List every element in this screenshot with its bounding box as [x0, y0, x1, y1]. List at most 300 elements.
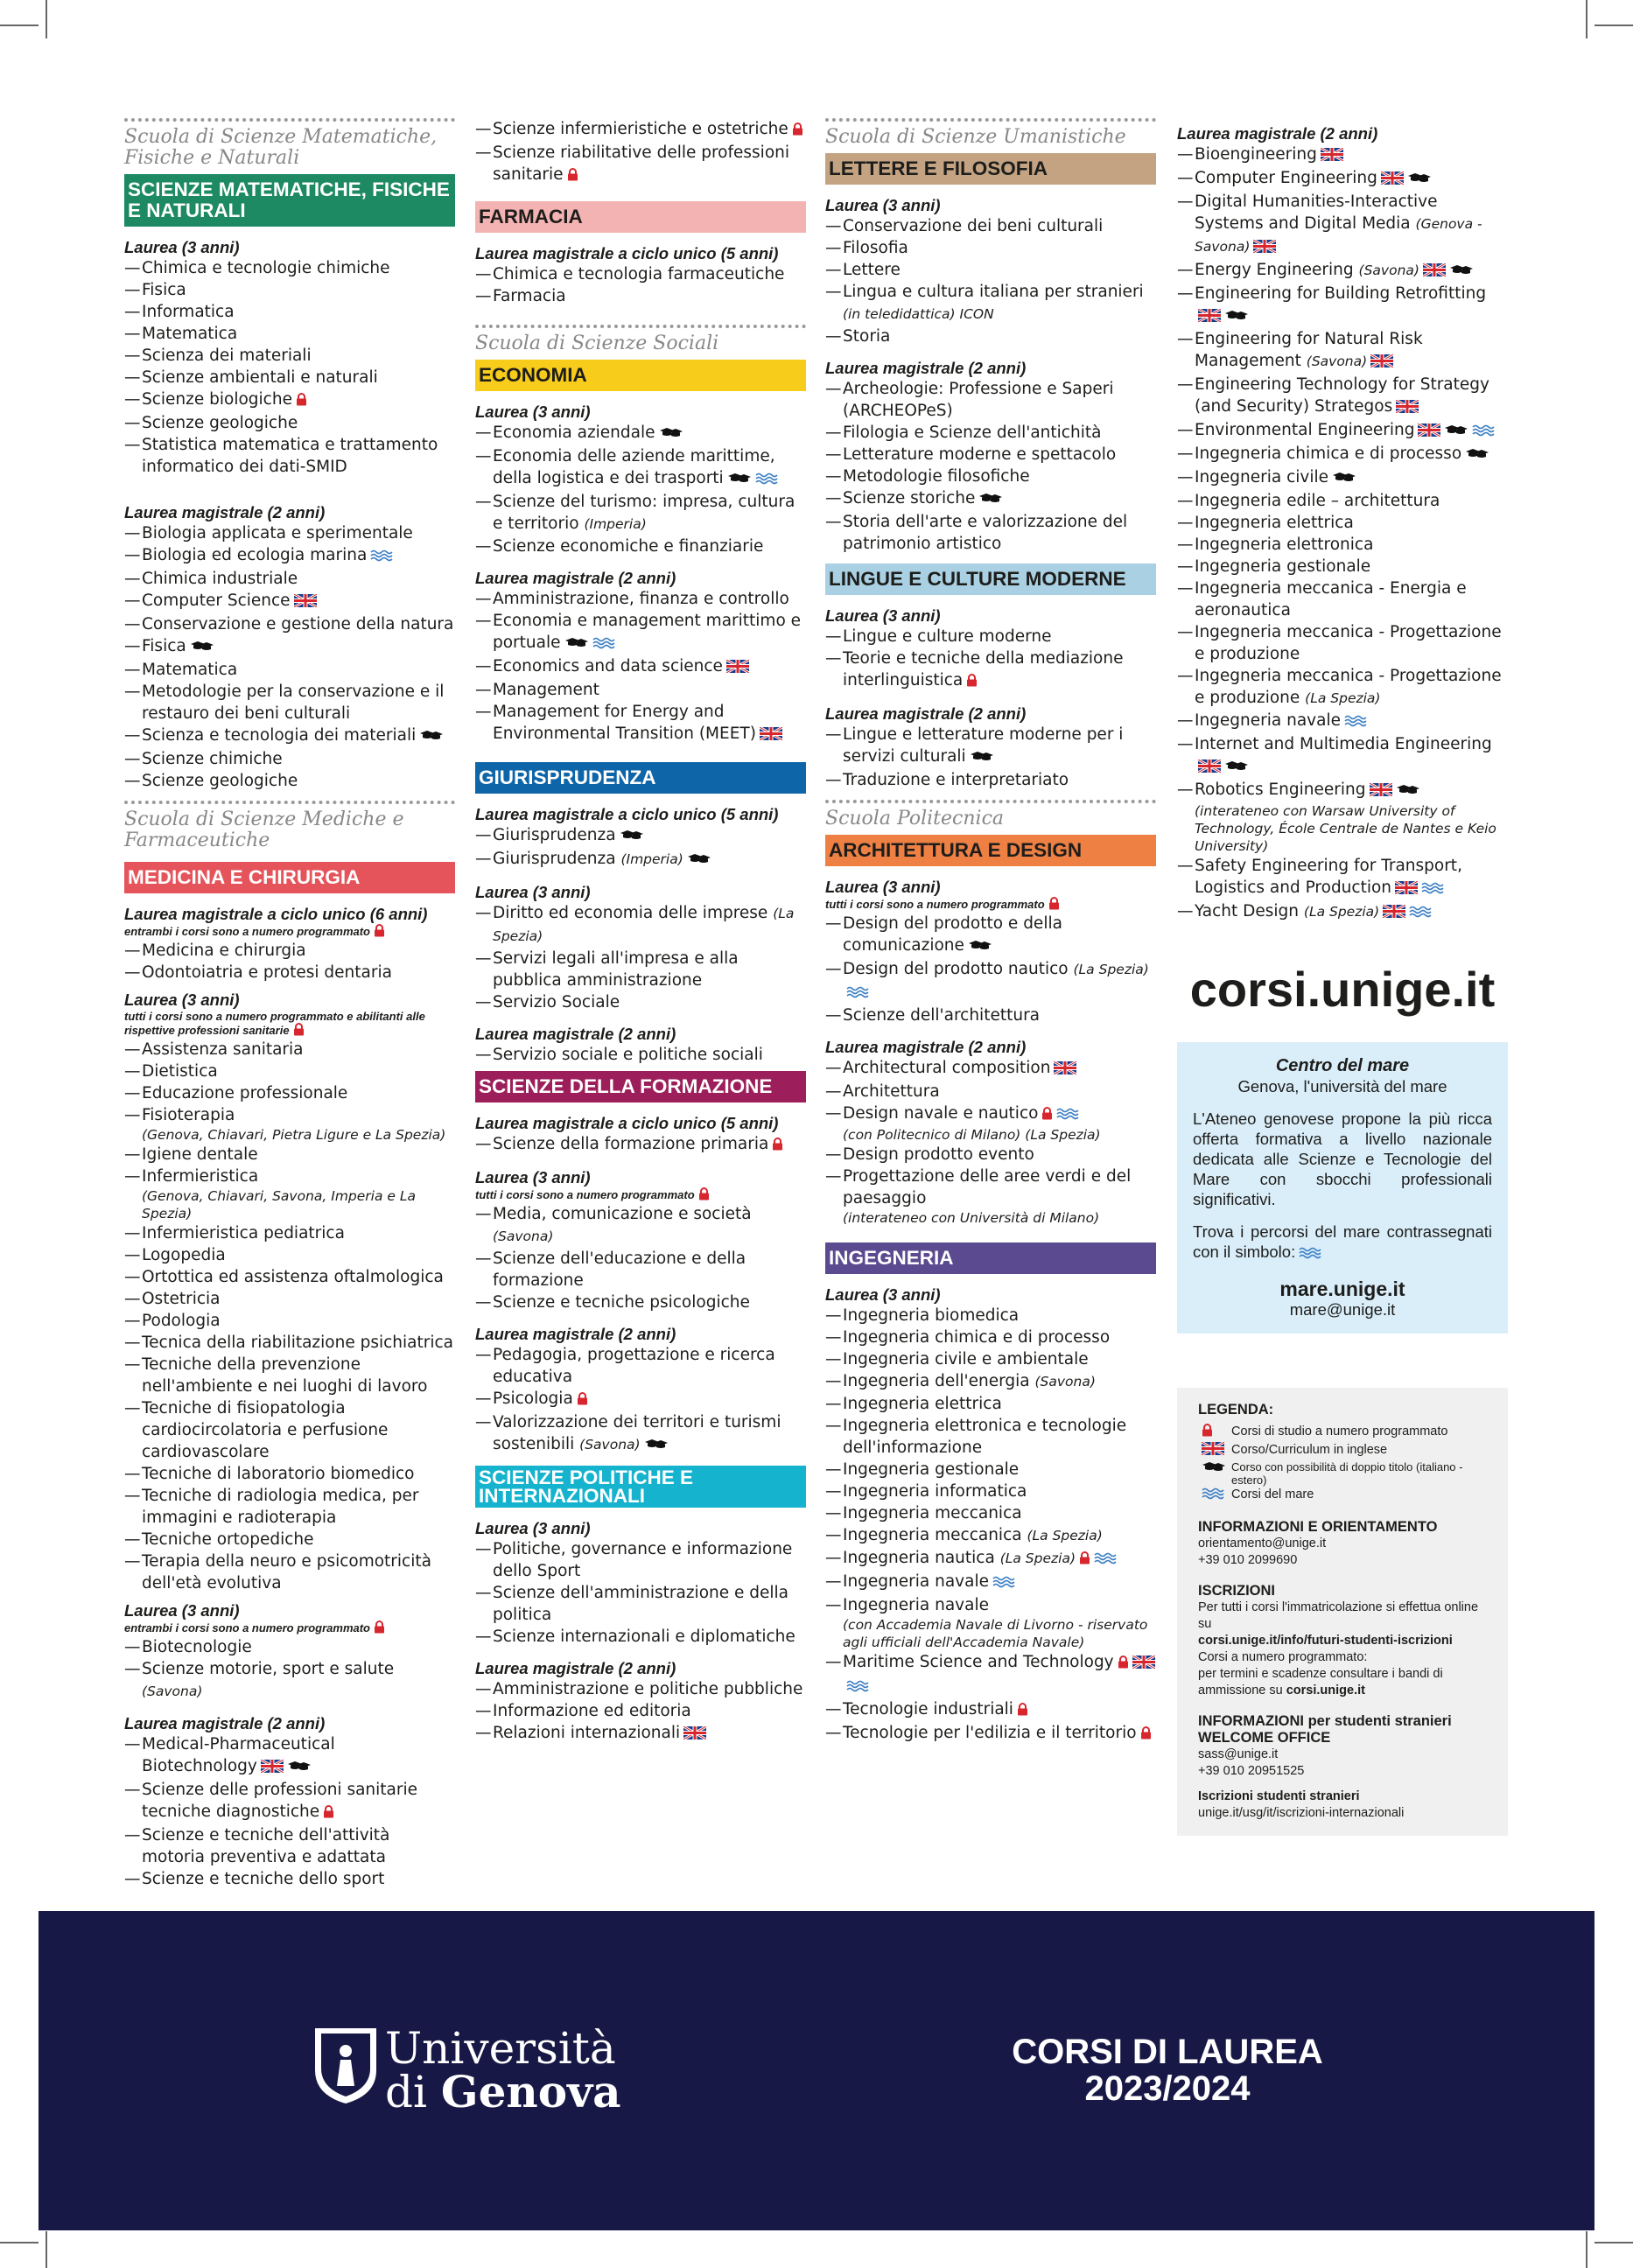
- course-item: — Tecnica della riabilitazione psichiatrica: [124, 1332, 455, 1354]
- course-item: — Traduzione e interpretariato: [825, 769, 1156, 791]
- degree-type: Laurea magistrale (2 anni): [475, 569, 676, 587]
- course-item: — Yacht Design (La Spezia): [1177, 900, 1508, 924]
- course-item: — Computer Engineering: [1177, 167, 1508, 191]
- degree-type: Laurea (3 anni): [825, 606, 941, 625]
- course-item: — Biotecnologie: [124, 1636, 455, 1658]
- course-item: — Educazione professionale: [124, 1082, 455, 1104]
- waves-icon: [1202, 1488, 1228, 1505]
- uk-flag-icon: [1253, 237, 1276, 259]
- course-item: — Terapia della neuro e psicomotricità dell'età evolutiva: [124, 1550, 455, 1594]
- course-item: — Ingegneria dell'energia (Savona): [825, 1370, 1156, 1393]
- degree-type: Laurea magistrale (2 anni): [825, 704, 1027, 723]
- mare-email[interactable]: mare@unige.it: [1289, 1300, 1396, 1319]
- brochure-title-line1: CORSI DI LAUREA: [1012, 2033, 1323, 2071]
- degree-type: Laurea magistrale (2 anni): [475, 1025, 676, 1043]
- uk-flag-icon: [1202, 1442, 1228, 1460]
- stranieri-email[interactable]: sass@unige.it: [1198, 1747, 1279, 1761]
- course-item: — Ingegneria gestionale: [825, 1459, 1156, 1480]
- course-item: — Servizio Sociale: [475, 991, 806, 1013]
- graduation-cap-icon: [1224, 306, 1249, 328]
- course-item: — Ingegneria elettrica: [825, 1393, 1156, 1415]
- dept-ingegneria: INGEGNERIA: [825, 1242, 1156, 1274]
- info-email[interactable]: orientamento@unige.it: [1198, 1536, 1327, 1550]
- dept-scienze-politiche: SCIENZE POLITICHE E INTERNAZIONALI: [475, 1466, 806, 1508]
- course-item: — Medicina e chirurgia: [124, 940, 455, 962]
- course-item: — Relazioni internazionali: [475, 1722, 806, 1746]
- course-item: — Ingegneria meccanica - Progettazione e produzione: [1177, 621, 1508, 665]
- course-item: — Ortottica ed assistenza oftalmologica: [124, 1266, 455, 1288]
- degree-type: Laurea magistrale a ciclo unico (5 anni): [475, 1114, 779, 1132]
- degree-note: tutti i corsi sono a numero programmato: [475, 1187, 806, 1203]
- course-location: (con Accademia Navale di Livorno - riservato agli ufficiali dell'Accademia Navale): [843, 1617, 1148, 1650]
- course-item: — Maritime Science and Technology: [825, 1651, 1156, 1698]
- iscrizioni-link[interactable]: corsi.unige.it: [1286, 1684, 1365, 1698]
- course-item: — Scienze ambientali e naturali: [124, 367, 455, 388]
- graduation-cap-icon: [1449, 261, 1474, 283]
- mare-title: Centro del mare: [1275, 1056, 1410, 1075]
- lock-icon: [1079, 1549, 1090, 1571]
- course-item: — Scienze e tecniche dello sport: [124, 1868, 455, 1890]
- degree-type: Laurea (3 anni): [124, 990, 240, 1009]
- uk-flag-icon: [760, 724, 782, 746]
- course-item: — Ingegneria meccanica - Energia e aeronautica: [1177, 578, 1508, 621]
- waves-icon: [1299, 1243, 1321, 1264]
- course-item: — Biologia ed ecologia marina: [124, 544, 455, 568]
- lock-icon: [374, 924, 385, 940]
- waves-icon: [846, 983, 869, 1004]
- course-list: [825, 913, 1156, 1026]
- course-item: — Storia: [825, 326, 1156, 347]
- mare-subtitle: Genova, l'università del mare: [1237, 1077, 1447, 1096]
- footer-banner: [39, 1911, 1594, 2230]
- university-name-line2: di Genova: [385, 2066, 621, 2118]
- degree-type: Laurea (3 anni): [124, 1601, 240, 1620]
- university-name-line1: Università: [385, 2023, 616, 2074]
- degree-note: tutti i corsi sono a numero programmato e abilitanti alle rispettive professioni sanitarie: [124, 1010, 425, 1037]
- course-item: — Scienze storiche: [825, 487, 1156, 511]
- column-4: [1177, 124, 1508, 1836]
- degree-type: Laurea magistrale (2 anni): [124, 1714, 326, 1732]
- course-item: — Odontoiatria e protesi dentaria: [124, 962, 455, 984]
- lock-icon: [1118, 1653, 1129, 1675]
- graduation-cap-icon: [970, 747, 994, 769]
- lock-icon: [577, 1390, 588, 1411]
- graduation-cap-icon: [1407, 169, 1432, 191]
- course-item: — Scienze motorie, sport e salute (Savona): [124, 1658, 455, 1703]
- waves-icon: [755, 469, 778, 491]
- course-item: — Lingue e culture moderne: [825, 626, 1156, 648]
- course-item: — Biologia applicata e sperimentale: [124, 522, 455, 544]
- course-item: — Design navale e nautico: [825, 1102, 1156, 1126]
- course-item: — Ingegneria civile e ambientale: [825, 1348, 1156, 1370]
- degree-type: Laurea magistrale (2 anni): [825, 359, 1027, 377]
- course-item: — Economia e management marittimo e portuale: [475, 610, 806, 655]
- degree-type: Laurea magistrale a ciclo unico (6 anni): [124, 905, 428, 923]
- course-item: — Filosofia: [825, 237, 1156, 259]
- waves-icon: [1056, 1104, 1079, 1126]
- stranieri-link[interactable]: unige.it/usg/it/iscrizioni-internazionali: [1198, 1806, 1405, 1820]
- course-item: — Metodologie filosofiche: [825, 466, 1156, 487]
- legend-item: Corso/Curriculum in inglese: [1198, 1442, 1487, 1460]
- waves-icon: [1094, 1549, 1117, 1571]
- stranieri-heading: INFORMAZIONI per studenti stranieri: [1198, 1713, 1452, 1729]
- school-heading: Scuola di Scienze Umanistiche: [825, 118, 1156, 148]
- course-item: — Environmental Engineering: [1177, 419, 1508, 443]
- lock-icon: [323, 1802, 334, 1824]
- course-item: — Computer Science: [124, 590, 455, 613]
- uk-flag-icon: [1132, 1653, 1155, 1675]
- course-item: — Scienze dell'architettura: [825, 1004, 1156, 1026]
- course-item: — Tecnologie per l'edilizia e il territorio: [825, 1722, 1156, 1746]
- iscrizioni-text: Corsi a numero programmato:: [1198, 1650, 1368, 1664]
- course-item: — Ingegneria elettronica: [1177, 534, 1508, 556]
- column-3: [825, 118, 1156, 1746]
- uk-flag-icon: [1418, 421, 1440, 443]
- course-item: — Ingegneria gestionale: [1177, 556, 1508, 578]
- course-list: [475, 118, 806, 187]
- course-item: — Ingegneria nautica (La Spezia): [825, 1547, 1156, 1571]
- uk-flag-icon: [1370, 352, 1393, 374]
- course-item: — Psicologia: [475, 1388, 806, 1411]
- graduation-cap-icon: [1332, 468, 1356, 490]
- course-item: — Filologia e Scienze dell'antichità: [825, 422, 1156, 444]
- course-location: (interateneo con Warsaw University of Technology, École Centrale de Nantes e Keio University): [1195, 803, 1496, 854]
- course-list: [475, 1203, 806, 1313]
- course-item: — Igiene dentale: [124, 1144, 455, 1166]
- waves-icon: [592, 634, 615, 655]
- degree-note: entrambi i corsi sono a numero programmato: [124, 1620, 455, 1636]
- dept-farmacia: FARMACIA: [475, 201, 806, 233]
- course-item: — Metodologie per la conservazione e il restauro dei beni culturali: [124, 681, 455, 724]
- school-heading: Scuola di Scienze Mediche e Farmaceutiche: [124, 801, 455, 851]
- course-item: — Matematica: [124, 659, 455, 681]
- course-list: [475, 902, 806, 1013]
- course-item: — Archeologie: Professione e Saperi (ARCHEOPeS): [825, 378, 1156, 422]
- course-item: — Lettere: [825, 259, 1156, 281]
- course-item: — Ingegneria meccanica: [825, 1502, 1156, 1524]
- course-list: [825, 1057, 1156, 1227]
- dept-lettere: LETTERE E FILOSOFIA: [825, 153, 1156, 185]
- course-item: — Politiche, governance e informazione dello Sport: [475, 1538, 806, 1582]
- course-list: [475, 1344, 806, 1457]
- course-item: — Servizio sociale e politiche sociali: [475, 1044, 806, 1066]
- course-item: — Safety Engineering for Transport, Logistics and Production: [1177, 855, 1508, 900]
- course-list: [475, 1133, 806, 1157]
- waves-icon: [1409, 902, 1432, 924]
- course-item: — Tecnologie industriali: [825, 1698, 1156, 1722]
- course-item: — Ingegneria navale: [825, 1571, 1156, 1594]
- course-item: — Scienze economiche e finanziarie: [475, 536, 806, 557]
- course-list: [124, 940, 455, 984]
- course-item: — Lingua e cultura italiana per stranieri (in teledidattica) ICON: [825, 281, 1156, 326]
- graduation-cap-icon: [287, 1757, 312, 1779]
- waves-icon: [370, 546, 393, 568]
- course-item: — Teorie e tecniche della mediazione interlinguistica: [825, 648, 1156, 693]
- waves-icon: [1421, 878, 1444, 900]
- course-item: — Podologia: [124, 1310, 455, 1332]
- course-item: — Architectural composition: [825, 1057, 1156, 1081]
- course-item: — Dietistica: [124, 1060, 455, 1082]
- course-item: — Informazione ed editoria: [475, 1700, 806, 1722]
- course-item: — Scienze infermieristiche e ostetriche: [475, 118, 806, 142]
- degree-type: Laurea magistrale a ciclo unico (5 anni): [475, 805, 779, 823]
- uk-flag-icon: [683, 1724, 706, 1746]
- course-location: (interateneo con Università di Milano): [843, 1210, 1100, 1226]
- course-item: — Fisica: [124, 635, 455, 659]
- course-item: — Infermieristica: [124, 1166, 455, 1187]
- dept-giurisprudenza: GIURISPRUDENZA: [475, 762, 806, 794]
- course-item: — Scienze internazionali e diplomatiche: [475, 1626, 806, 1648]
- course-item: — Scienze e tecniche dell'attività motoria preventiva e adattata: [124, 1824, 455, 1868]
- brochure-year: 2023/2024: [1084, 2069, 1251, 2108]
- course-list: [475, 1044, 806, 1066]
- course-item: — Letterature moderne e spettacolo: [825, 444, 1156, 466]
- welcome-office: WELCOME OFFICE: [1198, 1730, 1331, 1746]
- degree-type: Laurea magistrale (2 anni): [475, 1325, 676, 1343]
- lock-icon: [1140, 1724, 1152, 1746]
- degree-type: Laurea magistrale (2 anni): [825, 1038, 1027, 1056]
- course-location: (con Politecnico di Milano) (La Spezia): [843, 1127, 1101, 1143]
- brochure-title: [992, 2034, 1342, 2107]
- course-item: — Informatica: [124, 301, 455, 323]
- course-location: (Genova, Chiavari, Savona, Imperia e La Spezia): [142, 1188, 416, 1222]
- course-item: — Scienza e tecnologia dei materiali: [124, 724, 455, 748]
- uk-flag-icon: [1054, 1059, 1076, 1081]
- degree-type: Laurea magistrale (2 anni): [475, 1659, 676, 1677]
- waves-icon: [1472, 421, 1495, 443]
- course-item: — Tecniche di fisiopatologia cardiocircolatoria e perfusione cardiovascolare: [124, 1397, 455, 1463]
- legend-title: LEGENDA:: [1198, 1402, 1274, 1418]
- course-item: — Tecniche di laboratorio biomedico: [124, 1463, 455, 1485]
- waves-icon: [846, 1676, 869, 1698]
- course-item: — Design del prodotto nautico (La Spezia): [825, 958, 1156, 1004]
- course-item: — Progettazione delle aree verdi e del paesaggio: [825, 1166, 1156, 1209]
- course-item: — Ingegneria chimica e di processo: [1177, 443, 1508, 466]
- course-item: — Economia delle aziende marittime, della logistica e dei trasporti: [475, 445, 806, 491]
- column-1: [124, 118, 455, 1890]
- uk-flag-icon: [1198, 306, 1221, 328]
- course-list: [124, 1039, 455, 1594]
- course-item: — Tecniche di radiologia medica, per immagini e radioterapia: [124, 1485, 455, 1529]
- degree-type: Laurea (3 anni): [124, 238, 240, 256]
- column-2: [475, 118, 806, 1746]
- course-item: — Ingegneria navale: [1177, 710, 1508, 733]
- course-item: — Scienze della formazione primaria: [475, 1133, 806, 1157]
- course-item: — Ingegneria meccanica (La Spezia): [825, 1524, 1156, 1547]
- legend-item: Corso con possibilità di doppio titolo (italiano - estero): [1198, 1460, 1487, 1487]
- course-item: — Ostetricia: [124, 1288, 455, 1310]
- course-item: — Ingegneria civile: [1177, 466, 1508, 490]
- graduation-cap-icon: [1396, 780, 1420, 802]
- dept-economia: ECONOMIA: [475, 360, 806, 391]
- uk-flag-icon: [261, 1757, 284, 1779]
- lock-icon: [698, 1187, 710, 1203]
- course-item: — Scienze biologiche: [124, 388, 455, 412]
- course-item: — Scienze riabilitative delle professioni sanitarie: [475, 142, 806, 187]
- lock-icon: [966, 671, 978, 693]
- lock-icon: [1202, 1424, 1228, 1442]
- course-item: — Economics and data science: [475, 655, 806, 679]
- dept-medicina: MEDICINA E CHIRURGIA: [124, 862, 455, 893]
- course-item: — Chimica e tecnologie chimiche: [124, 257, 455, 279]
- course-item: — Conservazione e gestione della natura: [124, 613, 455, 635]
- course-item: — Infermieristica pediatrica: [124, 1222, 455, 1244]
- school-heading: Scuola Politecnica: [825, 800, 1156, 830]
- course-location: (Genova, Chiavari, Pietra Ligure e La Spezia): [142, 1127, 446, 1143]
- lock-icon: [293, 1023, 305, 1039]
- course-item: — Scienze chimiche: [124, 748, 455, 770]
- graduation-cap-icon: [620, 826, 644, 848]
- centro-del-mare-box: [1177, 1042, 1508, 1334]
- uk-flag-icon: [1381, 169, 1404, 191]
- dept-lingue: LINGUE E CULTURE MODERNE: [825, 564, 1156, 595]
- course-list: [825, 724, 1156, 791]
- course-list: [475, 824, 806, 872]
- school-heading: Scuola di Scienze Matematiche, Fisiche e Naturali: [124, 118, 455, 169]
- graduation-cap-icon: [1224, 757, 1249, 779]
- course-item: — Architettura: [825, 1081, 1156, 1102]
- course-item: — Energy Engineering (Savona): [1177, 259, 1508, 283]
- degree-type: Laurea magistrale a ciclo unico (5 anni): [475, 244, 779, 262]
- course-item: — Valorizzazione dei territori e turismi sostenibili (Savona): [475, 1411, 806, 1457]
- course-list: [1177, 144, 1508, 924]
- course-item: — Scienze delle professioni sanitarie tecniche diagnostiche: [124, 1779, 455, 1824]
- stranieri-label: Iscrizioni studenti stranieri: [1198, 1789, 1360, 1803]
- course-list: [124, 1733, 455, 1890]
- degree-type: Laurea (3 anni): [475, 883, 591, 901]
- lock-icon: [792, 120, 803, 142]
- course-item: — Logopedia: [124, 1244, 455, 1266]
- university-crest-icon: [312, 2025, 380, 2105]
- course-item: — Ingegneria navale: [825, 1594, 1156, 1616]
- degree-note: tutti i corsi sono a numero programmato: [825, 897, 1156, 913]
- course-list: [475, 422, 806, 557]
- graduation-cap-icon: [564, 634, 589, 655]
- course-list: [825, 378, 1156, 555]
- lock-icon: [567, 165, 578, 187]
- dept-architettura: ARCHITETTURA E DESIGN: [825, 835, 1156, 866]
- legend-item: Corsi del mare: [1198, 1487, 1487, 1505]
- course-item: — Statistica matematica e trattamento informatico dei dati-SMID: [124, 434, 455, 478]
- lock-icon: [1048, 897, 1060, 913]
- course-list: [124, 522, 455, 792]
- course-item: — Giurisprudenza: [475, 824, 806, 848]
- graduation-cap-icon: [978, 489, 1003, 511]
- course-item: — Diritto ed economia delle imprese (La Spezia): [475, 902, 806, 948]
- graduation-cap-icon: [419, 726, 444, 748]
- course-item: — Media, comunicazione e società (Savona): [475, 1203, 806, 1248]
- course-item: — Fisioterapia: [124, 1104, 455, 1126]
- uk-flag-icon: [1423, 261, 1446, 283]
- course-item: — Matematica: [124, 323, 455, 345]
- course-item: — Ingegneria informatica: [825, 1480, 1156, 1502]
- course-item: — Chimica industriale: [124, 568, 455, 590]
- mare-paragraph: L'Ateneo genovese propone la più ricca offerta formativa a livello nazionale dedicata alle Scienze e Tecnologie del Mare con sbocchi professionali significativi.: [1193, 1110, 1492, 1208]
- lock-icon: [1041, 1104, 1053, 1126]
- graduation-cap-icon: [968, 936, 992, 958]
- course-item: — Assistenza sanitaria: [124, 1039, 455, 1060]
- course-item: — Design prodotto evento: [825, 1144, 1156, 1166]
- course-item: — Tecniche della prevenzione nell'ambiente e nei luoghi di lavoro: [124, 1354, 455, 1397]
- stranieri-phone: +39 010 20951525: [1198, 1764, 1305, 1778]
- course-item: — Amministrazione, finanza e controllo: [475, 588, 806, 610]
- course-item: — Internet and Multimedia Engineering: [1177, 733, 1508, 779]
- iscrizioni-link[interactable]: corsi.unige.it/info/futuri-studenti-iscrizioni: [1198, 1634, 1453, 1648]
- legend-box: [1177, 1388, 1508, 1836]
- lock-icon: [296, 390, 307, 412]
- degree-type: Laurea magistrale (2 anni): [1177, 124, 1378, 143]
- course-list: [825, 215, 1156, 347]
- course-item: — Ingegneria biomedica: [825, 1305, 1156, 1326]
- course-item: — Economia aziendale: [475, 422, 806, 445]
- course-item: — Tecniche ortopediche: [124, 1529, 455, 1550]
- course-item: — Robotics Engineering: [1177, 779, 1508, 802]
- course-item: — Engineering Technology for Strategy (and Security) Strategos: [1177, 374, 1508, 419]
- course-item: — Giurisprudenza (Imperia): [475, 848, 806, 872]
- course-list: [825, 1305, 1156, 1746]
- course-item: — Design del prodotto e della comunicazione: [825, 913, 1156, 958]
- mare-site[interactable]: mare.unige.it: [1279, 1278, 1405, 1300]
- course-item: — Scienze del turismo: impresa, cultura e territorio (Imperia): [475, 491, 806, 536]
- uk-flag-icon: [726, 657, 749, 679]
- course-item: — Lingue e letterature moderne per i servizi culturali: [825, 724, 1156, 769]
- lock-icon: [374, 1620, 385, 1636]
- info-heading: INFORMAZIONI E ORIENTAMENTO: [1198, 1519, 1438, 1535]
- iscrizioni-text: per termini e scadenze consultare i bandi di ammissione su corsi.unige.it: [1198, 1667, 1443, 1698]
- course-list: [475, 263, 806, 307]
- graduation-cap-icon: [1465, 444, 1489, 466]
- uk-flag-icon: [1321, 145, 1343, 167]
- course-list: [475, 1678, 806, 1746]
- graduation-cap-icon: [659, 424, 683, 445]
- course-item: — Pedagogia, progettazione e ricerca educativa: [475, 1344, 806, 1388]
- uk-flag-icon: [1198, 757, 1221, 779]
- iscrizioni-text: Per tutti i corsi l'immatricolazione si effettua online su: [1198, 1600, 1479, 1631]
- legend-item: Corsi di studio a numero programmato: [1198, 1424, 1487, 1442]
- course-item: — Chimica e tecnologia farmaceutiche: [475, 263, 806, 285]
- course-item: — Scienze e tecniche psicologiche: [475, 1292, 806, 1313]
- course-list: [475, 588, 806, 746]
- course-item: — Scienze dell'amministrazione e della politica: [475, 1582, 806, 1626]
- uk-flag-icon: [1370, 780, 1392, 802]
- lock-icon: [1017, 1700, 1028, 1722]
- course-item: — Fisica: [124, 279, 455, 301]
- course-item: — Storia dell'arte e valorizzazione del patrimonio artistico: [825, 511, 1156, 555]
- dept-scienze-mfn: SCIENZE MATEMATICHE, FISICHE E NATURALI: [124, 174, 455, 227]
- course-item: — Engineering for Natural Risk Management (Savona): [1177, 328, 1508, 374]
- dept-formazione: SCIENZE DELLA FORMAZIONE: [475, 1071, 806, 1102]
- course-list: [124, 257, 455, 478]
- course-item: — Management: [475, 679, 806, 701]
- course-list: [825, 626, 1156, 693]
- degree-type: Laurea (3 anni): [475, 1168, 591, 1186]
- graduation-cap-icon: [644, 1435, 669, 1457]
- graduation-cap-icon: [1202, 1460, 1231, 1487]
- course-item: — Scienze dell'educazione e della formazione: [475, 1248, 806, 1292]
- course-item: — Bioengineering: [1177, 144, 1508, 167]
- waves-icon: [1344, 711, 1367, 733]
- graduation-cap-icon: [1444, 421, 1468, 443]
- course-item: — Ingegneria elettronica e tecnologie dell'informazione: [825, 1415, 1156, 1459]
- site-url[interactable]: corsi.unige.it: [1189, 962, 1496, 1017]
- course-item: — Amministrazione e politiche pubbliche: [475, 1678, 806, 1700]
- degree-type: Laurea (3 anni): [475, 402, 591, 421]
- degree-type: Laurea magistrale (2 anni): [124, 503, 326, 522]
- course-item: — Management for Energy and Environmental Transition (MEET): [475, 701, 806, 746]
- uk-flag-icon: [294, 592, 317, 613]
- course-item: — Ingegneria edile – architettura: [1177, 490, 1508, 512]
- uk-flag-icon: [1383, 902, 1405, 924]
